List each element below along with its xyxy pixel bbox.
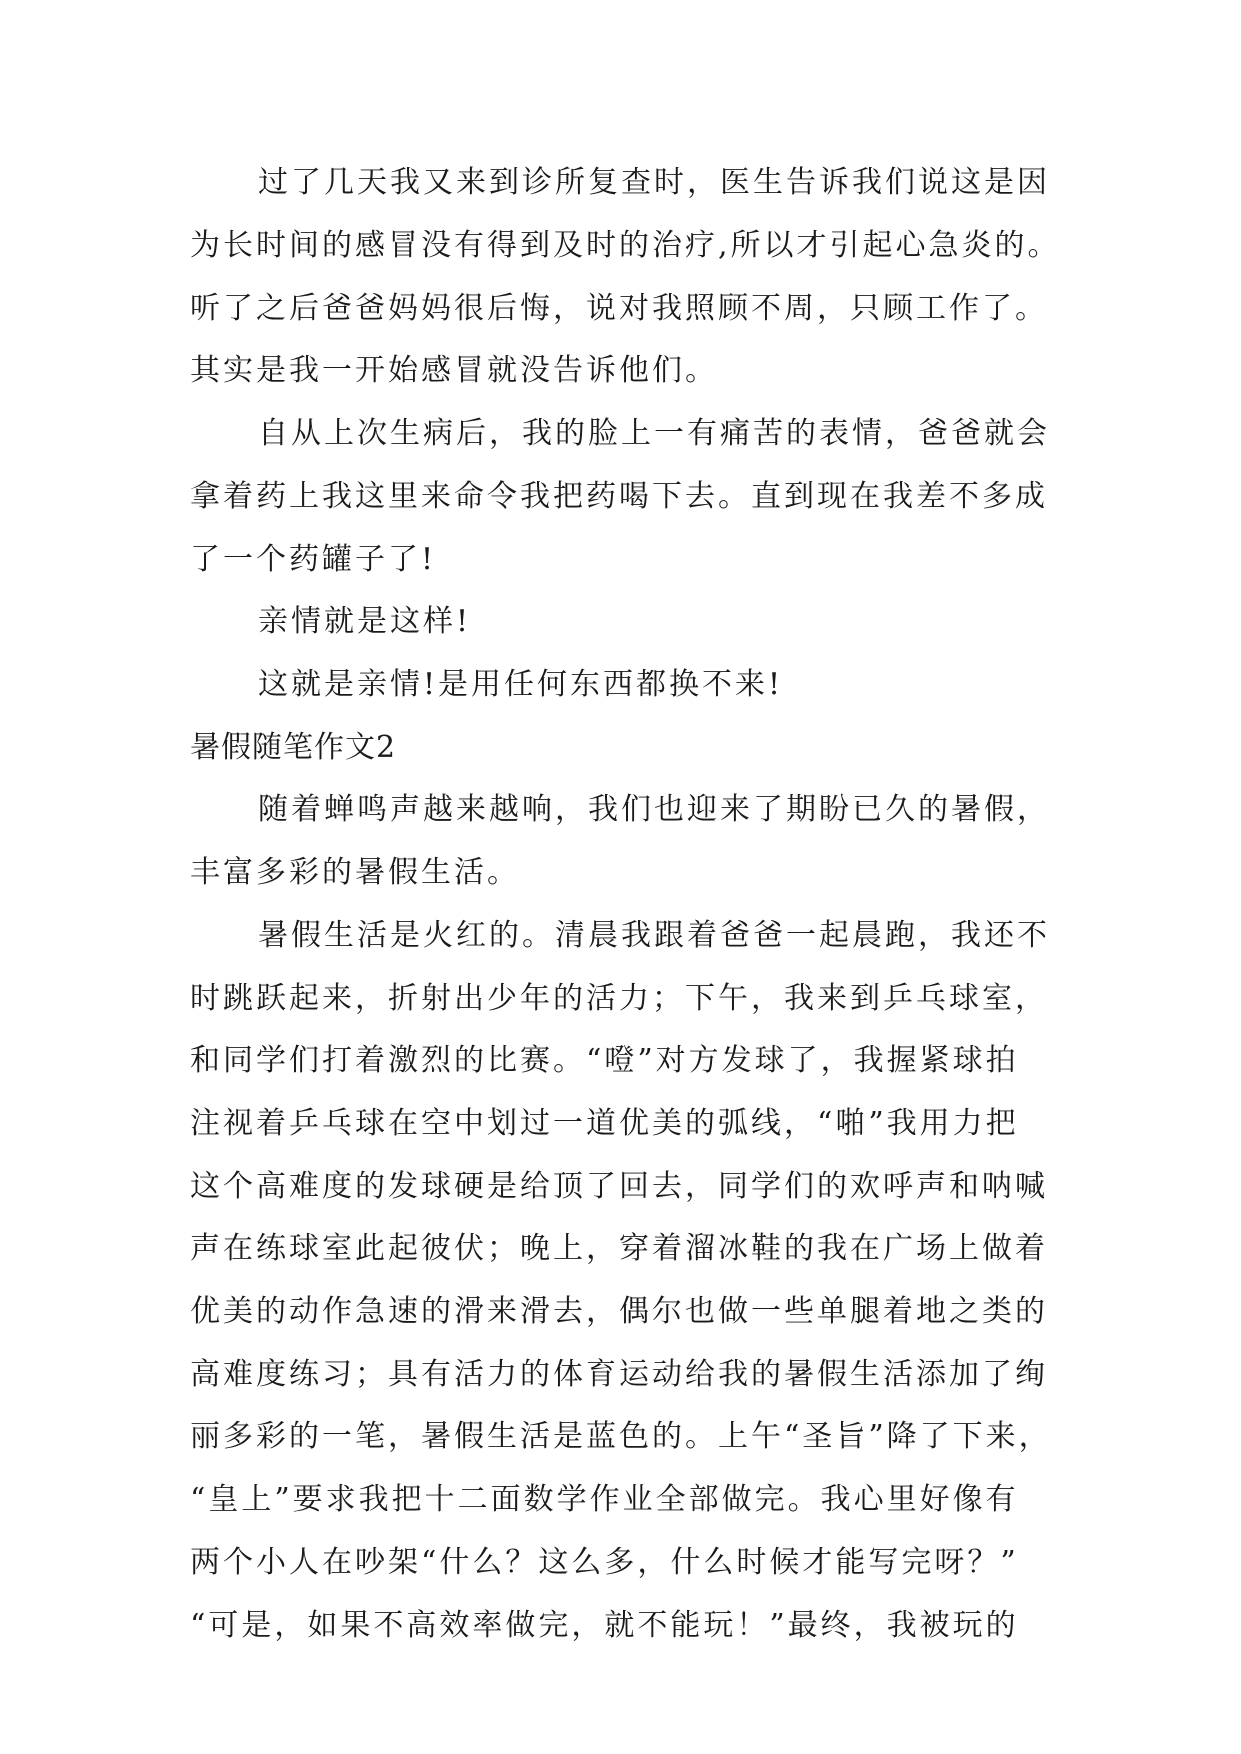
text-line: 为长时间的感冒没有得到及时的治疗,所以才引起心急炎的。 [190, 228, 1061, 263]
text-line: 时跳跃起来，折射出少年的活力；下午，我来到乒乓球室， [190, 981, 1048, 1016]
text-line: 其实是我一开始感冒就没告诉他们。 [190, 353, 718, 388]
text-line: 听了之后爸爸妈妈很后悔，说对我照顾不周，只顾工作了。 [190, 291, 1048, 326]
text-line: 丰富多彩的暑假生活。 [190, 855, 520, 890]
text-line: 自从上次生病后，我的脸上一有痛苦的表情，爸爸就会 [258, 416, 1050, 451]
text-line: 了一个药罐子了! [190, 542, 437, 577]
text-line: 丽多彩的一笔，暑假生活是蓝色的。上午“圣旨”降了下来， [190, 1419, 1052, 1454]
text-line: “皇上”要求我把十二面数学作业全部做完。我心里好像有 [190, 1482, 1019, 1517]
text-line: 优美的动作急速的滑来滑去，偶尔也做一些单腿着地之类的 [190, 1294, 1048, 1329]
text-line: 暑假生活是火红的。清晨我跟着爸爸一起晨跑，我还不 [258, 918, 1050, 953]
text-line: 这个高难度的发球硬是给顶了回去，同学们的欢呼声和呐喊 [190, 1169, 1048, 1204]
text-line: 拿着药上我这里来命令我把药喝下去。直到现在我差不多成 [190, 479, 1048, 514]
section-title: 暑假随笔作文2 [190, 730, 397, 765]
text-line: 随着蝉鸣声越来越响，我们也迎来了期盼已久的暑假， [258, 792, 1050, 827]
text-line: 声在练球室此起彼伏；晚上，穿着溜冰鞋的我在广场上做着 [190, 1231, 1048, 1266]
text-line: 注视着乒乓球在空中划过一道优美的弧线，“啪”我用力把 [190, 1106, 1019, 1141]
text-line: 高难度练习；具有活力的体育运动给我的暑假生活添加了绚 [190, 1357, 1048, 1392]
text-line: 过了几天我又来到诊所复查时，医生告诉我们说这是因 [258, 165, 1050, 200]
text-line: 这就是亲情!是用任何东西都换不来! [258, 667, 784, 702]
text-line: 亲情就是这样! [258, 604, 472, 639]
text-line: 两个小人在吵架“什么？这么多，什么时候才能写完呀？” [190, 1545, 1019, 1580]
text-line: 和同学们打着激烈的比赛。“噔”对方发球了，我握紧球拍 [190, 1043, 1019, 1078]
text-line: “可是，如果不高效率做完，就不能玩！”最终，我被玩的 [190, 1608, 1019, 1643]
